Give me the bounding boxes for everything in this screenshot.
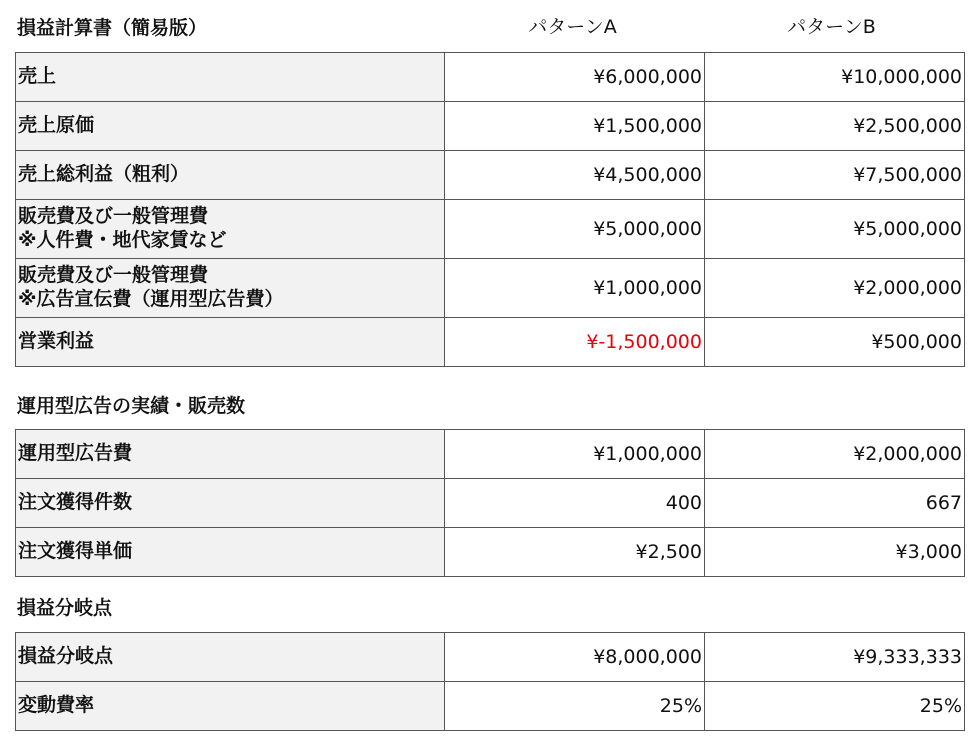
pattern-a-value: ¥1,000,000	[445, 430, 705, 479]
row-label: 損益分岐点	[16, 633, 445, 682]
column-header-pattern-b: パターンB	[787, 16, 876, 38]
row-label-note: ※人件費・地代家賃など	[18, 229, 227, 251]
row-label-line: 販売費及び一般管理費	[18, 264, 209, 287]
pattern-a-value: ¥5,000,000	[445, 200, 705, 259]
row-label: 運用型広告費	[16, 430, 445, 479]
pattern-b-value: ¥500,000	[705, 318, 965, 367]
pattern-a-value: 25%	[445, 682, 705, 731]
pattern-b-value: ¥2,000,000	[705, 430, 965, 479]
pattern-a-value: ¥2,500	[445, 528, 705, 577]
row-label: 営業利益	[16, 318, 445, 367]
pattern-b-value: ¥2,500,000	[705, 102, 965, 151]
breakeven-title: 損益分岐点	[17, 597, 113, 619]
pattern-a-value: ¥4,500,000	[445, 151, 705, 200]
row-label: 変動費率	[16, 682, 445, 731]
table-row	[16, 151, 965, 200]
pattern-b-value: 667	[705, 479, 965, 528]
table-row	[16, 53, 965, 102]
pattern-a-value: ¥6,000,000	[445, 53, 705, 102]
pattern-b-value: ¥5,000,000	[705, 200, 965, 259]
column-header-pattern-a: パターンA	[528, 16, 617, 38]
row-label-line: 販売費及び一般管理費	[18, 205, 209, 228]
table-row	[16, 528, 965, 577]
row-label	[16, 200, 445, 259]
pl-table	[15, 52, 965, 367]
pattern-b-value: ¥10,000,000	[705, 53, 965, 102]
ads-table	[15, 429, 965, 577]
pattern-b-value: ¥2,000,000	[705, 259, 965, 318]
row-label: 売上	[16, 53, 445, 102]
pattern-b-value: ¥7,500,000	[705, 151, 965, 200]
row-label: 注文獲得件数	[16, 479, 445, 528]
pattern-a-value: ¥1,000,000	[445, 259, 705, 318]
pattern-b-value: 25%	[705, 682, 965, 731]
table-row	[16, 259, 965, 318]
row-label: 売上原価	[16, 102, 445, 151]
pattern-a-value: ¥8,000,000	[445, 633, 705, 682]
table-row	[16, 318, 965, 367]
table-row	[16, 200, 965, 259]
row-label	[16, 259, 445, 318]
pattern-b-value: ¥9,333,333	[705, 633, 965, 682]
ads-title: 運用型広告の実績・販売数	[17, 395, 246, 417]
pl-title: 損益計算書（簡易版）	[17, 17, 208, 39]
table-row	[16, 430, 965, 479]
table-row	[16, 479, 965, 528]
table-row	[16, 682, 965, 731]
pattern-a-value: 400	[445, 479, 705, 528]
breakeven-table	[15, 632, 965, 731]
pattern-a-value: ¥1,500,000	[445, 102, 705, 151]
pattern-a-value-negative: ¥-1,500,000	[445, 318, 705, 367]
row-label: 注文獲得単価	[16, 528, 445, 577]
table-row	[16, 633, 965, 682]
table-row	[16, 102, 965, 151]
pattern-b-value: ¥3,000	[705, 528, 965, 577]
row-label: 売上総利益（粗利）	[16, 151, 445, 200]
row-label-note: ※広告宣伝費（運用型広告費）	[18, 288, 284, 310]
